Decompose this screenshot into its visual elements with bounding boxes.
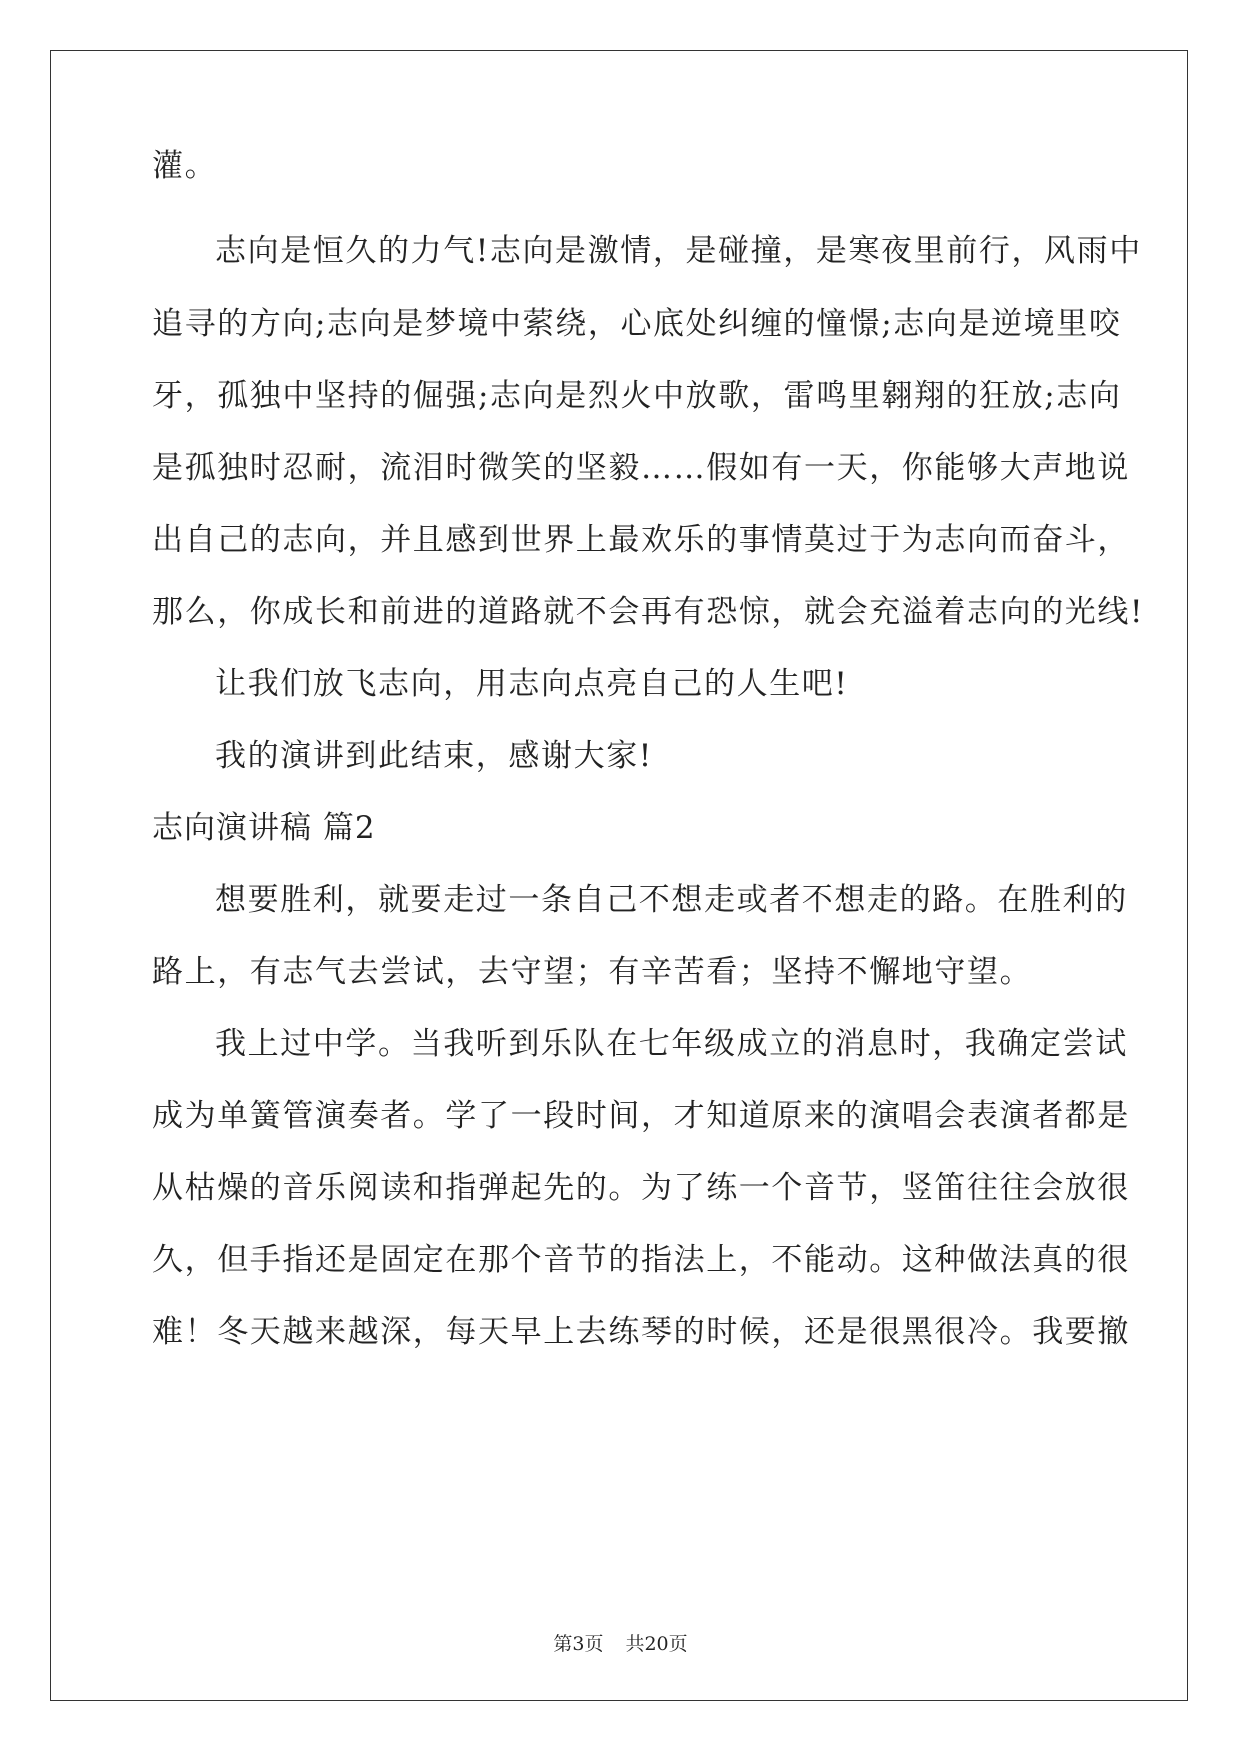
text-line: 灌。	[152, 148, 218, 184]
paragraph-start-line: 我的演讲到此结束，感谢大家!	[215, 738, 653, 774]
paragraph-start-line: 我上过中学。当我听到乐队在七年级成立的消息时，我确定尝试	[215, 1026, 1128, 1062]
text-line: 追寻的方向;志向是梦境中萦绕，心底处纠缠的憧憬;志向是逆境里咬	[152, 306, 1122, 342]
text-line: 牙，孤独中坚持的倔强;志向是烈火中放歌，雷鸣里翱翔的狂放;志向	[152, 378, 1122, 414]
text-line: 那么，你成长和前进的道路就不会再有恐惊，就会充溢着志向的光线!	[152, 594, 1145, 630]
paragraph-start-line: 志向是恒久的力气!志向是激情，是碰撞，是寒夜里前行，风雨中	[215, 233, 1142, 269]
text-line: 成为单簧管演奏者。学了一段时间，才知道原来的演唱会表演者都是	[152, 1098, 1130, 1134]
page-number: 第3页	[553, 1633, 604, 1655]
paragraph-start-line: 让我们放飞志向，用志向点亮自己的人生吧!	[215, 666, 849, 702]
page-total: 共20页	[625, 1633, 688, 1655]
section-heading: 志向演讲稿 篇2	[152, 810, 376, 846]
page-border	[50, 50, 1188, 1701]
text-line: 难！冬天越来越深，每天早上去练琴的时候，还是很黑很冷。我要撤	[152, 1314, 1130, 1350]
text-line: 是孤独时忍耐，流泪时微笑的坚毅……假如有一天，你能够大声地说	[152, 450, 1130, 486]
text-line: 从枯燥的音乐阅读和指弹起先的。为了练一个音节，竖笛往往会放很	[152, 1170, 1130, 1206]
text-line: 久，但手指还是固定在那个音节的指法上，不能动。这种做法真的很	[152, 1242, 1130, 1278]
text-line: 路上，有志气去尝试，去守望；有辛苦看；坚持不懈地守望。	[152, 954, 1033, 990]
page-footer	[0, 1632, 1241, 1656]
paragraph-start-line: 想要胜利，就要走过一条自己不想走或者不想走的路。在胜利的	[215, 882, 1128, 918]
text-line: 出自己的志向，并且感到世界上最欢乐的事情莫过于为志向而奋斗，	[152, 522, 1130, 558]
